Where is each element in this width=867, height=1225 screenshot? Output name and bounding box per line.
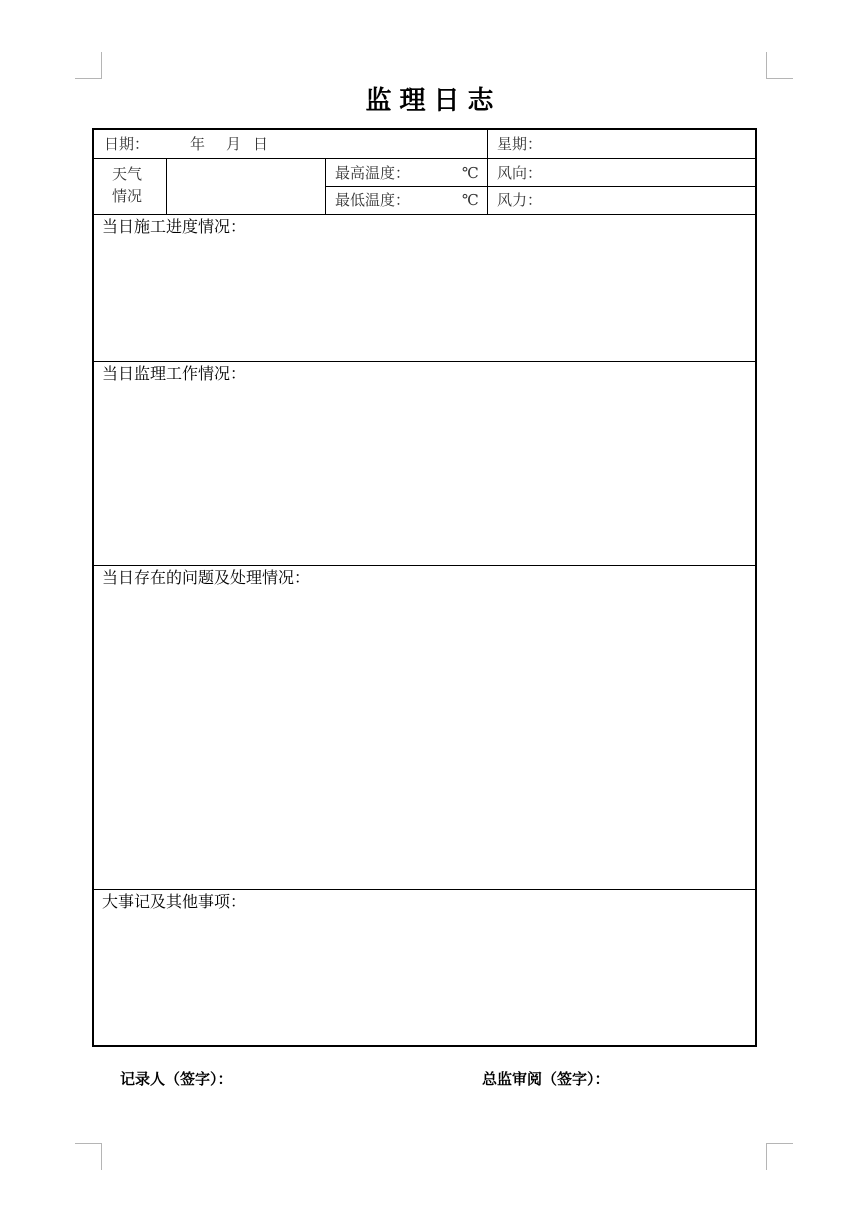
max-temp-unit: ℃ xyxy=(462,164,479,182)
crop-mark-bottom-right xyxy=(766,1143,793,1170)
date-month-field[interactable]: 月 xyxy=(226,135,242,153)
date-day-field[interactable]: 日 xyxy=(253,135,269,153)
weather-description-field[interactable] xyxy=(167,159,324,214)
page-title: 监理日志 xyxy=(365,86,502,116)
log-form xyxy=(92,128,757,1047)
date-label: 日期： xyxy=(104,135,150,153)
column-divider xyxy=(325,158,326,214)
section-construction-progress[interactable] xyxy=(94,215,755,361)
recorder-signature-label[interactable]: 记录人（签字）： xyxy=(120,1070,233,1088)
crop-mark-bottom-left xyxy=(75,1143,102,1170)
crop-mark-top-left xyxy=(75,52,102,79)
section-major-events[interactable] xyxy=(94,890,755,1045)
section-label: 当日存在的问题及处理情况： xyxy=(102,568,311,587)
section-label: 当日施工进度情况： xyxy=(102,217,247,236)
weekday-label[interactable]: 星期： xyxy=(497,135,543,153)
date-year-field[interactable]: 年 xyxy=(190,135,206,153)
section-supervision-work[interactable] xyxy=(94,362,755,565)
wind-direction-label[interactable]: 风向： xyxy=(497,164,543,182)
column-divider xyxy=(487,130,488,214)
crop-mark-top-right xyxy=(766,52,793,79)
section-issues-handling[interactable] xyxy=(94,566,755,889)
section-label: 大事记及其他事项： xyxy=(102,892,247,911)
min-temp-label: 最低温度： xyxy=(335,191,411,209)
weather-label-line2: 情况 xyxy=(112,187,143,205)
section-label: 当日监理工作情况： xyxy=(102,364,247,383)
chief-review-signature-label[interactable]: 总监审阅（签字）： xyxy=(482,1070,610,1088)
min-temp-unit: ℃ xyxy=(462,191,479,209)
weather-label-line1: 天气 xyxy=(112,165,143,183)
wind-force-label[interactable]: 风力： xyxy=(497,191,543,209)
row-divider xyxy=(325,186,755,187)
max-temp-label: 最高温度： xyxy=(335,164,411,182)
